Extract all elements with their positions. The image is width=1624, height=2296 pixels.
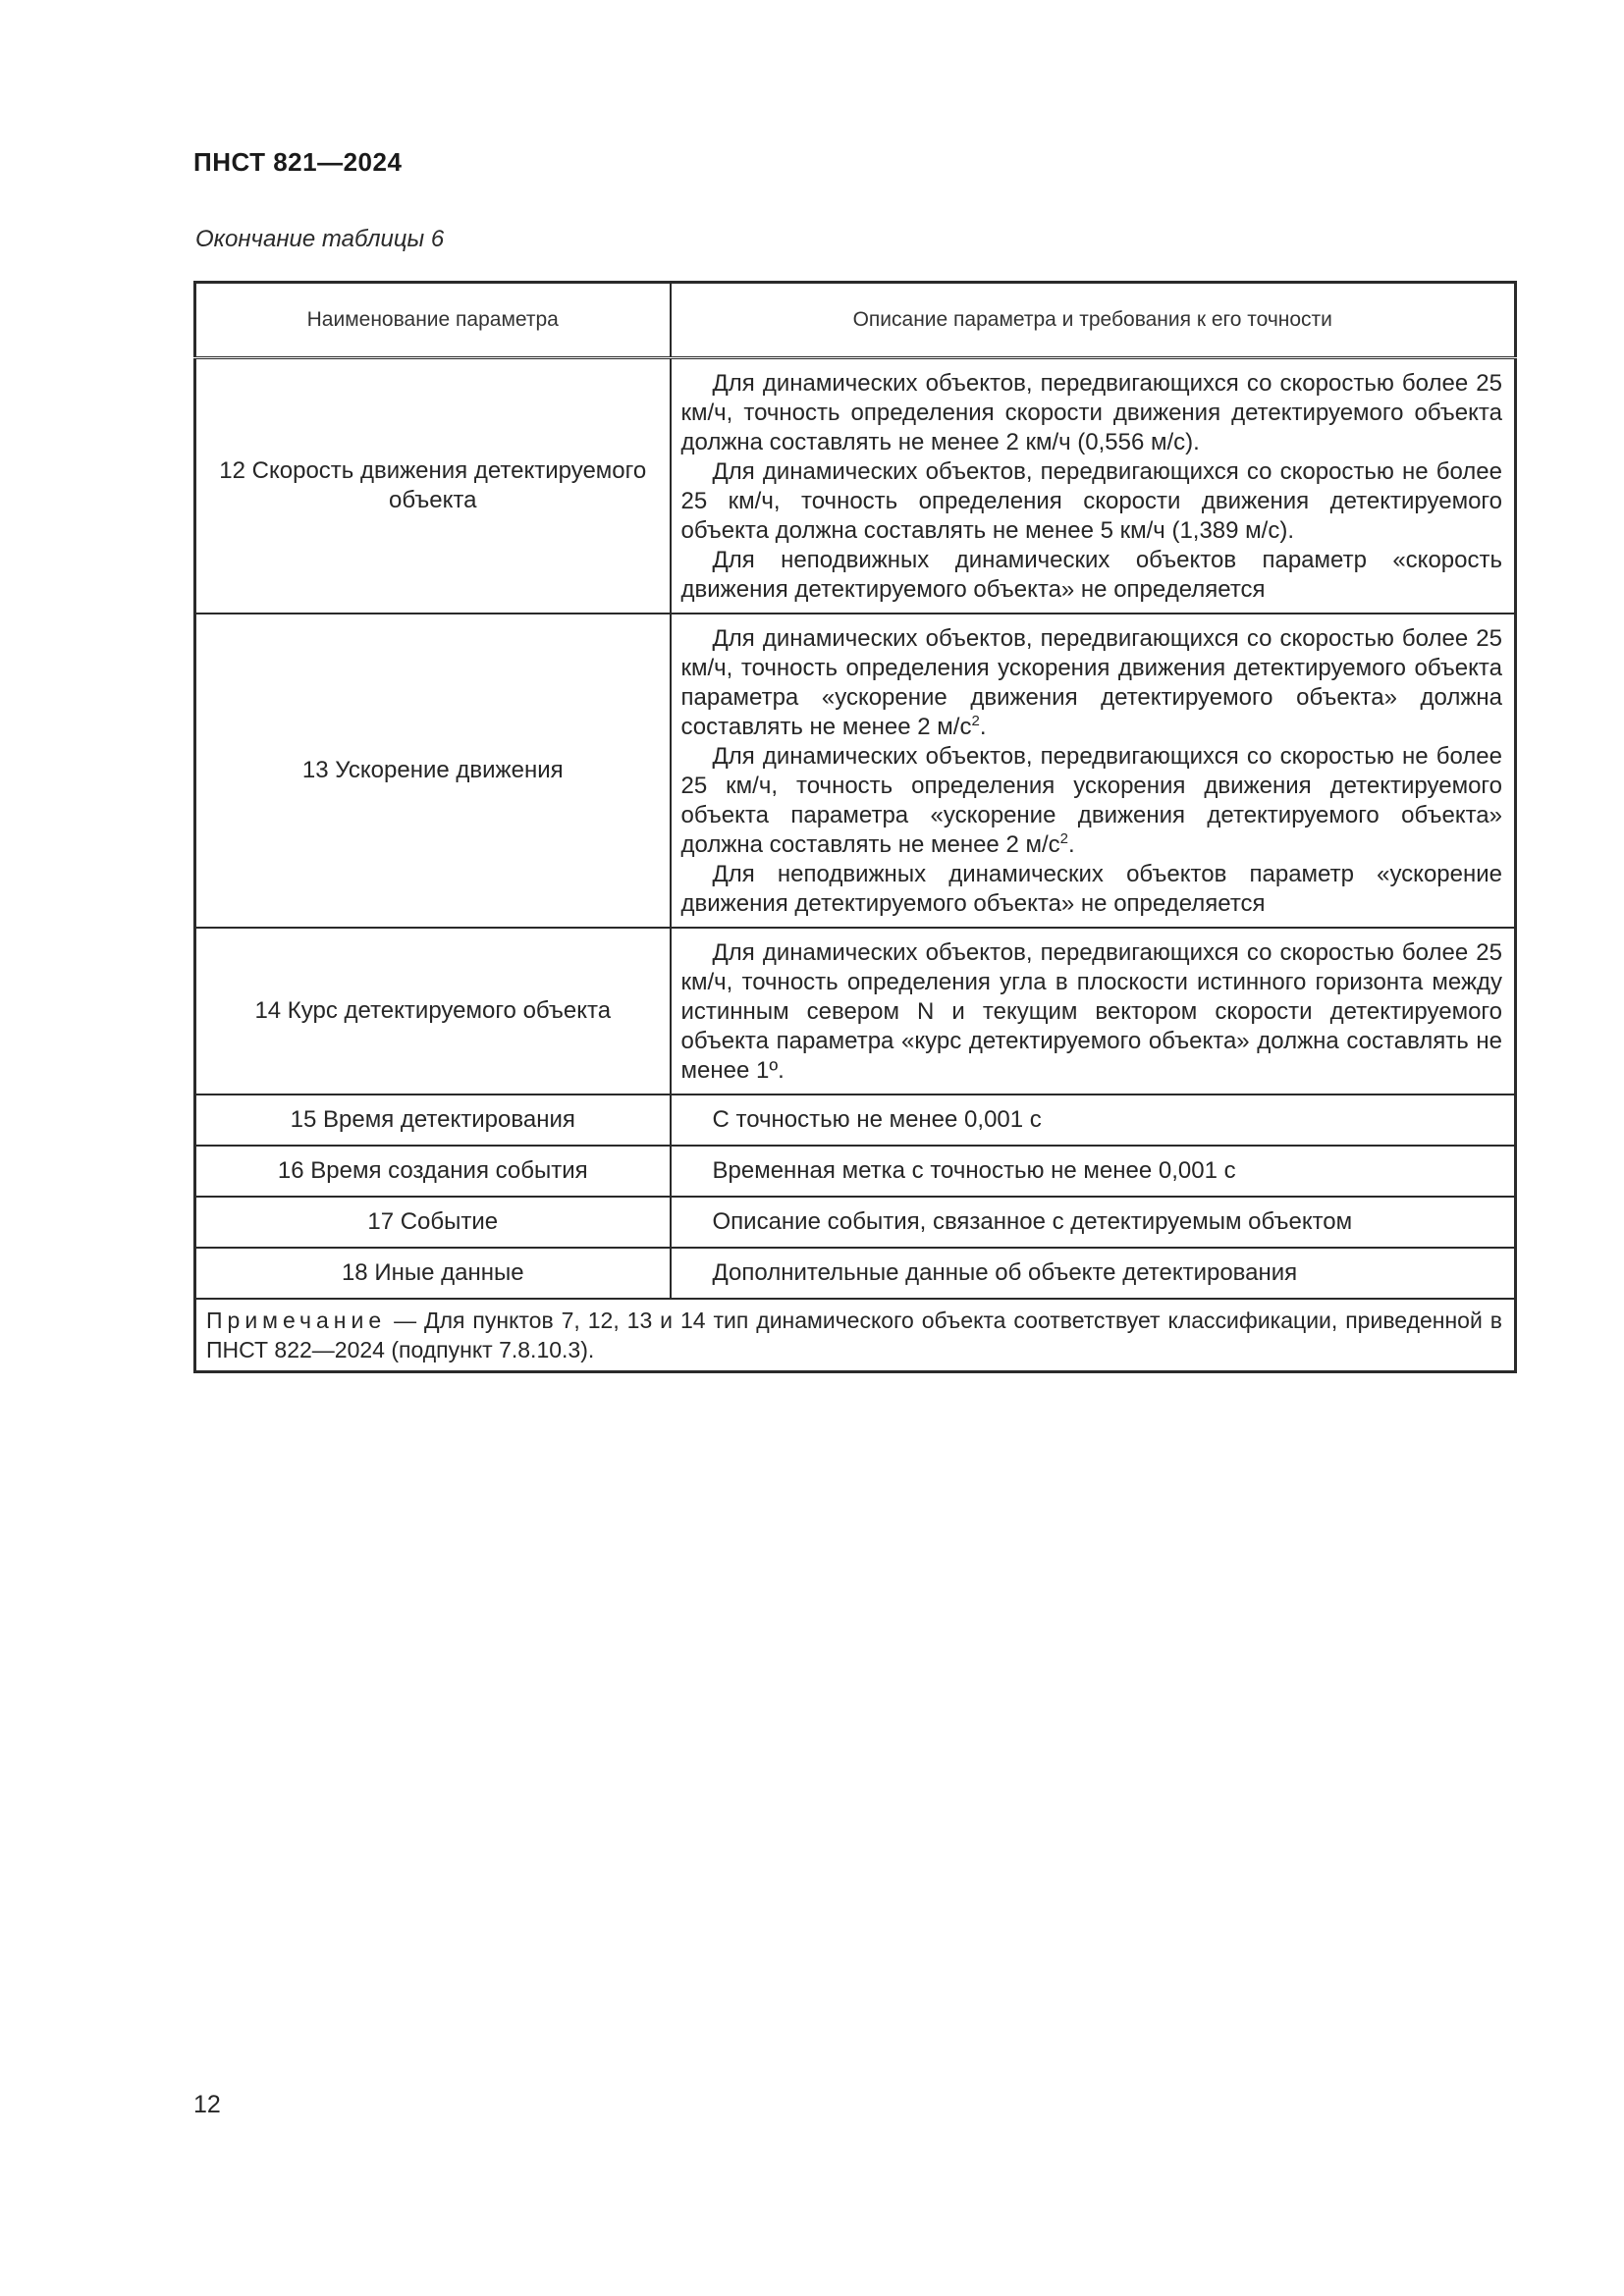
description-paragraph: Описание события, связанное с детектируемым объектом: [712, 1208, 1353, 1235]
column-header-name: Наименование параметра: [195, 283, 671, 358]
document-code: ПНСТ 821—2024: [193, 147, 403, 177]
param-name-cell: 12 Скорость движения детектируемого объекта: [195, 358, 671, 614]
param-name-cell: 17 Событие: [195, 1197, 671, 1248]
table-row: [195, 1197, 1516, 1248]
table-row: [195, 1095, 1516, 1146]
description-paragraph: Для динамических объектов, передвигающихся со скоростью более 25 км/ч, точность определения ускорения движения детектируемого объекта параметра «ускорение движения детектируемого объекта» должна составлять не менее 2 $м/с^2$.: [680, 625, 1502, 740]
description-paragraph: С точностью не менее 0,001 с: [712, 1106, 1042, 1133]
description-paragraph: Для неподвижных динамических объектов параметр «ускорение движения детектируемого объекта» не определяется: [680, 861, 1502, 917]
table-caption: Окончание таблицы 6: [195, 226, 445, 252]
param-description-cell: [671, 1248, 1516, 1299]
param-description-cell: [671, 928, 1516, 1095]
param-name-cell: 16 Время создания события: [195, 1146, 671, 1197]
param-description-cell: [671, 614, 1516, 928]
param-name-cell: 18 Иные данные: [195, 1248, 671, 1299]
param-description-cell: [671, 1197, 1516, 1248]
note-text: — Для пунктов 7, 12, 13 и 14 тип динамического объекта соответствует классификации, приведенной в ПНСТ 822—2024 (подпункт 7.8.10.3).: [206, 1308, 1502, 1362]
description-paragraph: Для динамических объектов, передвигающихся со скоростью не более 25 км/ч, точность определения скорости движения детектируемого объекта должна составлять не менее 5 км/ч (1,389 м/с).: [680, 458, 1502, 544]
param-description-cell: [671, 1095, 1516, 1146]
param-name-cell: 13 Ускорение движения: [195, 614, 671, 928]
description-paragraph: Дополнительные данные об объекте детектирования: [712, 1259, 1298, 1286]
description-paragraph: Для динамических объектов, передвигающихся со скоростью не более 25 км/ч, точность определения ускорения движения детектируемого объекта параметра «ускорение движения детектируемого объекта» должна составлять не менее 2 $м/с^2$.: [680, 743, 1502, 858]
table-row: [195, 1146, 1516, 1197]
table-header-row: [195, 283, 1516, 358]
column-header-description: Описание параметра и требования к его точности: [671, 283, 1516, 358]
note-label: Примечание: [206, 1308, 387, 1333]
param-name-cell: 15 Время детектирования: [195, 1095, 671, 1146]
table-note-row: [195, 1299, 1516, 1372]
description-paragraph: Для динамических объектов, передвигающихся со скоростью более 25 км/ч, точность определения угла в плоскости истинного горизонта между истинным севером N и текущим вектором скорости детектируемого объекта параметра «курс детектируемого объекта» должна составлять не менее 1º.: [680, 939, 1502, 1084]
table-row: [195, 928, 1516, 1095]
description-paragraph: Для неподвижных динамических объектов параметр «скорость движения детектируемого объекта» не определяется: [680, 547, 1502, 603]
param-description-cell: [671, 358, 1516, 614]
table-row: [195, 614, 1516, 928]
parameter-table: [193, 281, 1517, 1373]
description-paragraph: Временная метка с точностью не менее 0,001 с: [712, 1157, 1236, 1184]
table-row: [195, 358, 1516, 614]
param-description-cell: [671, 1146, 1516, 1197]
param-name-cell: 14 Курс детектируемого объекта: [195, 928, 671, 1095]
page-number: 12: [193, 2091, 221, 2118]
description-paragraph: Для динамических объектов, передвигающихся со скоростью более 25 км/ч, точность определения скорости движения детектируемого объекта должна составлять не менее 2 км/ч (0,556 м/с).: [680, 370, 1502, 455]
table-row: [195, 1248, 1516, 1299]
table-note: [195, 1299, 1516, 1372]
